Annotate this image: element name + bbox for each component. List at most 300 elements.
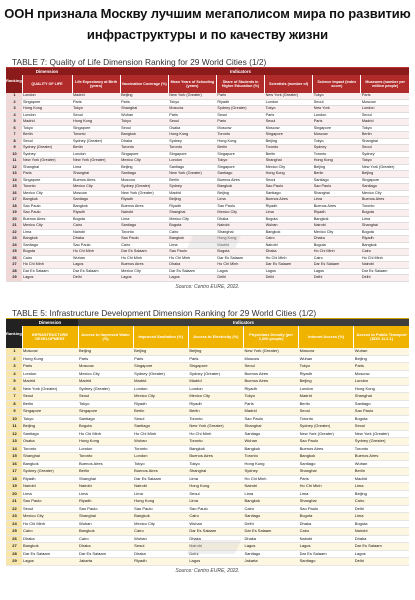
table-cell: Singapore	[265, 132, 313, 139]
table-row	[6, 460, 409, 468]
rank-number: 27	[6, 543, 22, 551]
table-cell: Ho Chi Minh	[313, 249, 361, 256]
table-cell: Lagos	[313, 268, 361, 275]
table-cell: Cairo	[313, 255, 361, 262]
table-cell: Nairobi	[78, 483, 133, 491]
table-cell: Beijing	[313, 164, 361, 171]
rank-number: 25	[6, 528, 22, 536]
rank-number: 15	[6, 453, 22, 461]
table-cell: Madrid	[22, 119, 72, 126]
table-cell: Sydney (Greater)	[299, 423, 354, 431]
table-cell: Lagos	[243, 543, 298, 551]
table-cell: Beijing	[216, 190, 264, 197]
table-cell: Dar Es Salaam	[72, 268, 120, 275]
table-cell: Berlin	[72, 145, 120, 152]
table-cell: Mexico City	[313, 229, 361, 236]
table5-title: TABLE 5: Infrastructure Development Dimension Ranking for 29 World Cities (1/2)	[6, 305, 409, 319]
rank-number: 17	[6, 468, 22, 476]
table-cell: Dar Es Salaam	[361, 268, 409, 275]
table-cell: Dhaka	[78, 543, 133, 551]
table-cell: Delhi	[354, 505, 409, 513]
table-cell: Dhaka	[168, 262, 216, 269]
table-cell: London	[22, 112, 72, 119]
table-cell: Toronto	[22, 184, 72, 191]
table-cell: Ho Chi Minh	[361, 255, 409, 262]
table-cell: Moscow	[216, 125, 264, 132]
table-cell: Paris	[188, 355, 243, 363]
table-row	[6, 483, 409, 491]
table-cell: London	[313, 112, 361, 119]
table5-source: Source: Centro EURE, 2022.	[175, 567, 240, 574]
table-cell: Hong Kong	[265, 171, 313, 178]
table-cell: Toronto	[22, 445, 78, 453]
table-cell: Hong Kong	[22, 355, 78, 363]
table-cell: Wuhan	[188, 520, 243, 528]
table7-source: Source: Centro EURE, 2022.	[175, 283, 240, 290]
table-cell: Beijing	[168, 197, 216, 204]
table-cell: Delhi	[354, 558, 409, 566]
rank-number: 11	[6, 423, 22, 431]
rank-number: 11	[6, 158, 22, 165]
table-cell: Cairo	[78, 535, 133, 543]
table-cell: Tokyo	[168, 99, 216, 106]
table-cell: Riyadh	[22, 475, 78, 483]
table-cell: Riyadh	[133, 558, 188, 566]
dimension-header: Dimension	[22, 68, 72, 75]
table-row	[6, 490, 409, 498]
table-cell: London	[168, 158, 216, 165]
table-cell: Wuhan	[72, 255, 120, 262]
table-cell: Toronto	[168, 145, 216, 152]
table-cell: New York (Greater)	[72, 158, 120, 165]
table-cell: Lima	[361, 216, 409, 223]
table-cell: Santiago	[120, 171, 168, 178]
table-cell: Sao Paulo	[22, 210, 72, 217]
table-cell: Cairo	[354, 498, 409, 506]
table-cell: Seoul	[188, 490, 243, 498]
table-cell: Lima	[22, 229, 72, 236]
table-cell: Sydney	[243, 468, 298, 476]
table-row	[6, 393, 409, 401]
rank-number: 5	[6, 378, 22, 386]
table-cell: Sao Paulo	[265, 184, 313, 191]
rank-number: 20	[6, 216, 22, 223]
table-cell: Buenos Aires	[133, 468, 188, 476]
rank-number: 29	[6, 275, 22, 282]
table-cell: Beijing	[78, 348, 133, 355]
table-cell: Ho Chi Minh	[243, 475, 298, 483]
table-cell: Lima	[120, 216, 168, 223]
table-cell: London	[361, 106, 409, 113]
indicator-column-header: Access to Improved Water (%)	[78, 326, 133, 348]
table-cell: Dhaka	[133, 550, 188, 558]
table-cell: Berlin	[354, 468, 409, 476]
table-cell: Sao Paulo	[243, 415, 298, 423]
table-cell: Toronto	[265, 145, 313, 152]
table-cell: Buenos Aires	[72, 177, 120, 184]
table-cell: Shanghai	[299, 468, 354, 476]
table-cell: Seoul	[354, 423, 409, 431]
indicators-header: Indicators	[78, 319, 409, 326]
table-cell: Tokyo	[120, 119, 168, 126]
table-cell: Buenos Aires	[188, 453, 243, 461]
table-cell: Riyadh	[243, 385, 298, 393]
table-cell: London	[78, 445, 133, 453]
table-cell: Riyadh	[72, 210, 120, 217]
table-cell: Santiago	[265, 190, 313, 197]
table-cell: Delhi	[313, 275, 361, 282]
table-cell: Santiago	[168, 164, 216, 171]
rank-number: 6	[6, 125, 22, 132]
table-cell: Shanghai	[78, 513, 133, 521]
table-cell: Delhi	[243, 520, 298, 528]
table-cell: Sydney (Greater)	[72, 138, 120, 145]
table-cell: Madrid	[243, 408, 298, 416]
table-cell: Lima	[354, 483, 409, 491]
table-cell: Ho Chi Minh	[22, 262, 72, 269]
table-cell: Bangkok	[265, 229, 313, 236]
table-row	[6, 468, 409, 476]
table-cell: Tokyo	[22, 415, 78, 423]
table-cell: Moscow	[22, 348, 78, 355]
table-cell: Santiago	[354, 400, 409, 408]
rank-number: 24	[6, 520, 22, 528]
ranking-header: Ranking	[6, 68, 22, 93]
table-cell: Dhaka	[120, 138, 168, 145]
indicators-header: Indicators	[72, 68, 409, 75]
table-cell: Singapore	[133, 363, 188, 371]
table-row	[6, 355, 409, 363]
table-cell: Berlin	[216, 145, 264, 152]
table-cell: Nairobi	[188, 543, 243, 551]
table-cell: Tokyo	[72, 106, 120, 113]
table-cell: Lima	[188, 498, 243, 506]
rank-number: 17	[6, 197, 22, 204]
rank-number: 21	[6, 223, 22, 230]
table-cell: Hong Kong	[354, 385, 409, 393]
table-cell: Sao Paulo	[216, 203, 264, 210]
table-cell: Santiago	[216, 171, 264, 178]
table-cell: Toronto	[72, 132, 120, 139]
indicator-column-header: Internet Access (%)	[299, 326, 354, 348]
table-cell: Bogota	[354, 415, 409, 423]
table-cell: Tokyo	[188, 460, 243, 468]
table-cell: Bogota	[299, 513, 354, 521]
table-cell: Moscow	[168, 106, 216, 113]
table-cell: Lima	[313, 197, 361, 204]
table-cell: Lima	[265, 210, 313, 217]
table-cell: Paris	[243, 400, 298, 408]
table-cell: Wuhan	[299, 355, 354, 363]
table-cell: Hong Kong	[133, 498, 188, 506]
rank-number: 3	[6, 363, 22, 371]
rank-number: 27	[6, 262, 22, 269]
table-cell: Shanghai	[361, 138, 409, 145]
rank-number: 28	[6, 550, 22, 558]
table-cell: Dar Es Salaam	[354, 543, 409, 551]
rank-number: 9	[6, 145, 22, 152]
table-cell: Berlin	[22, 132, 72, 139]
rank-number: 20	[6, 490, 22, 498]
table-cell: Berlin	[361, 132, 409, 139]
table-row	[6, 370, 409, 378]
table-cell: Riyadh	[120, 197, 168, 204]
table-cell: Bangkok	[243, 445, 298, 453]
table-cell: Sao Paulo	[120, 236, 168, 243]
table-cell: Paris	[299, 475, 354, 483]
table-cell: Toronto	[120, 145, 168, 152]
rank-number: 1	[6, 348, 22, 355]
table-row	[6, 438, 409, 446]
table-cell: Cairo	[22, 528, 78, 536]
rank-number: 22	[6, 229, 22, 236]
table-cell: Moscow	[299, 348, 354, 355]
indicator-column-header: Science impact (index score)	[313, 75, 361, 93]
table-cell: Shanghai	[78, 475, 133, 483]
table-cell: Shanghai	[265, 158, 313, 165]
table-cell: Moscow	[265, 125, 313, 132]
table-cell: Mexico City	[120, 158, 168, 165]
table-cell: Buenos Aires	[120, 262, 168, 269]
table-cell: Toronto	[313, 151, 361, 158]
table-cell: Buenos Aires	[243, 378, 298, 386]
table-cell: Dhaka	[265, 249, 313, 256]
table-cell: Lagos	[216, 268, 264, 275]
table-cell: London	[22, 370, 78, 378]
table-cell: Tokyo	[133, 460, 188, 468]
table-cell: Madrid	[168, 190, 216, 197]
table-cell: Berlin	[188, 408, 243, 416]
table-cell: Moscow	[72, 190, 120, 197]
table-cell: Cairo	[299, 528, 354, 536]
table-cell: Berlin	[22, 400, 78, 408]
table-cell: Paris	[216, 93, 264, 99]
table-cell: Lima	[133, 490, 188, 498]
table-cell: Dar Es Salaam	[188, 528, 243, 536]
table-cell: London	[299, 385, 354, 393]
table-cell: Lima	[188, 475, 243, 483]
table-cell: Ho Chi Minh	[216, 262, 264, 269]
table-cell: Lagos	[120, 275, 168, 282]
table-cell: Beijing	[120, 164, 168, 171]
table-cell: Santiago	[78, 415, 133, 423]
table-cell: Singapore	[216, 164, 264, 171]
table-cell: Seoul	[265, 119, 313, 126]
table-cell: Moscow	[354, 370, 409, 378]
rank-number: 3	[6, 106, 22, 113]
rank-number: 22	[6, 505, 22, 513]
table-cell: Seoul	[361, 145, 409, 152]
table-cell: Sao Paulo	[78, 505, 133, 513]
table-cell: Cairo	[133, 528, 188, 536]
table-cell: Lima	[168, 242, 216, 249]
table-row	[6, 348, 409, 355]
table-cell: Seoul	[78, 393, 133, 401]
table-cell: Santiago	[22, 430, 78, 438]
table-cell: Buenos Aires	[299, 445, 354, 453]
table-row	[6, 475, 409, 483]
table-cell: Lima	[354, 513, 409, 521]
table-cell: Dar Es Salaam	[216, 255, 264, 262]
watermark-stripe	[187, 540, 242, 554]
table-cell: Buenos Aires	[216, 177, 264, 184]
rank-number: 26	[6, 255, 22, 262]
table-cell: Dhaka	[313, 236, 361, 243]
table-cell: Mexico City	[133, 393, 188, 401]
table-cell: Nairobi	[299, 535, 354, 543]
table-cell: Seoul	[168, 119, 216, 126]
table-cell: Shanghai	[188, 468, 243, 476]
indicator-column-header: Life Expectancy at Birth (years)	[72, 75, 120, 93]
table-cell: Tokyo	[265, 106, 313, 113]
rank-number: 15	[6, 184, 22, 191]
table-cell: Seoul	[133, 415, 188, 423]
table-cell: Shanghai	[72, 171, 120, 178]
table-cell: Buenos Aires	[78, 460, 133, 468]
rank-number: 12	[6, 164, 22, 171]
table-cell: Wuhan	[354, 348, 409, 355]
table-cell: Singapore	[361, 177, 409, 184]
table-cell: Singapore	[22, 99, 72, 106]
table-cell: Paris	[168, 112, 216, 119]
table-cell: Paris	[133, 355, 188, 363]
table-cell: New York (Greater)	[168, 93, 216, 99]
rank-number: 28	[6, 268, 22, 275]
table-cell: New York	[313, 106, 361, 113]
table-cell: Mexico City	[22, 223, 72, 230]
table-cell: Bogota	[265, 216, 313, 223]
table-cell: Sydney (Greater)	[120, 184, 168, 191]
rank-number: 9	[6, 408, 22, 416]
table-cell: Tokyo	[361, 125, 409, 132]
table-cell: Bangkok	[188, 445, 243, 453]
rank-number: 8	[6, 400, 22, 408]
table-cell: Beijing	[361, 171, 409, 178]
table-cell: Buenos Aires	[265, 197, 313, 204]
table-cell: Lima	[22, 490, 78, 498]
table-cell: Riyadh	[299, 370, 354, 378]
table-cell: Bangkok	[299, 453, 354, 461]
table-cell: Seoul	[361, 112, 409, 119]
rank-number: 21	[6, 498, 22, 506]
table-cell: Bangkok	[22, 460, 78, 468]
table-cell: Nairobi	[361, 262, 409, 269]
table-cell: Bogota	[216, 249, 264, 256]
table-cell: Lima	[78, 490, 133, 498]
table-cell: Singapore	[78, 408, 133, 416]
table-cell: London	[265, 99, 313, 106]
rank-number: 1	[6, 93, 22, 99]
table-cell: Toronto	[188, 415, 243, 423]
table-cell: Ho Chi Minh	[22, 520, 78, 528]
table-cell: Dar Es Salaam	[120, 249, 168, 256]
table-cell: Mexico City	[22, 190, 72, 197]
table-cell: Ho Chi Minh	[120, 255, 168, 262]
table-cell: Madrid	[216, 242, 264, 249]
table-cell: Beijing	[354, 490, 409, 498]
rank-number: 19	[6, 483, 22, 491]
dimension-column-header: QUALITY OF LIFE	[22, 75, 72, 93]
table-cell: Sao Paulo	[188, 505, 243, 513]
table-cell: Toronto	[354, 445, 409, 453]
table-cell: Toronto	[361, 203, 409, 210]
rank-number: 12	[6, 430, 22, 438]
table-row	[6, 400, 409, 408]
table-cell: Jakarta	[78, 558, 133, 566]
table-cell: Dar Es Salaam	[22, 550, 78, 558]
table-cell: Bogota	[22, 249, 72, 256]
table-cell: Singapore	[22, 408, 78, 416]
table-cell: Nairobi	[354, 528, 409, 536]
table-row	[6, 528, 409, 536]
table-cell: Wuhan	[133, 535, 188, 543]
rank-number: 13	[6, 438, 22, 446]
table-cell: Lagos	[299, 543, 354, 551]
table-row	[6, 378, 409, 386]
table-cell: Tokyo	[313, 93, 361, 99]
table-cell: Dar Es Salaam	[265, 262, 313, 269]
table-cell: Madrid	[133, 378, 188, 386]
rank-number: 8	[6, 138, 22, 145]
table-cell: Ho Chi Minh	[299, 483, 354, 491]
table-cell: Bangkok	[78, 528, 133, 536]
table-cell: Nairobi	[265, 242, 313, 249]
table-cell: Tokyo	[216, 158, 264, 165]
table-cell: New York (Greater)	[188, 423, 243, 431]
table-cell: Berlin	[78, 468, 133, 476]
table-cell: Cairo	[188, 513, 243, 521]
table-cell: Sydney (Greater)	[133, 370, 188, 378]
rank-number: 26	[6, 535, 22, 543]
table-cell: Sydney (Greater)	[188, 370, 243, 378]
table-cell: Moscow	[361, 99, 409, 106]
table-cell: Bangkok	[361, 242, 409, 249]
table-cell: Nairobi	[313, 223, 361, 230]
table-cell: Sydney (Greater)	[216, 106, 264, 113]
rank-number: 6	[6, 385, 22, 393]
table-cell: Shanghai	[354, 393, 409, 401]
table-cell: New York (Greater)	[120, 190, 168, 197]
indicator-column-header: Scientists (number of)	[265, 75, 313, 93]
table-cell: Wuhan	[133, 438, 188, 446]
table-cell: Paris	[354, 363, 409, 371]
table-cell: Beijing	[265, 138, 313, 145]
indicator-column-header: Improved Sanitation (%)	[133, 326, 188, 348]
table-cell: Hong Kong	[22, 106, 72, 113]
table-cell: Madrid	[354, 475, 409, 483]
table-cell: Dar Es Salaam	[168, 268, 216, 275]
table-cell: Osaka	[168, 125, 216, 132]
table-cell: Dhaka	[243, 535, 298, 543]
table-cell: Hong Kong	[168, 132, 216, 139]
table-cell: New York (Greater)	[361, 164, 409, 171]
table-cell: Beijing	[354, 355, 409, 363]
table-cell: Santiago	[243, 430, 298, 438]
table-cell: Ho Chi Minh	[188, 430, 243, 438]
table-cell: Santiago	[299, 460, 354, 468]
table-cell: Sydney	[168, 184, 216, 191]
indicator-column-header: Museums (number per million people)	[361, 75, 409, 93]
table-row	[6, 385, 409, 393]
table-cell: Hong Kong	[188, 483, 243, 491]
table-cell: Bangkok	[133, 513, 188, 521]
table-cell: London	[72, 151, 120, 158]
table-cell: Tokyo	[299, 363, 354, 371]
table-cell: Nairobi	[243, 483, 298, 491]
table-cell: Sydney	[361, 151, 409, 158]
indicator-column-header: Vaccination Coverage (%)	[120, 75, 168, 93]
table-cell: Paris	[361, 93, 409, 99]
